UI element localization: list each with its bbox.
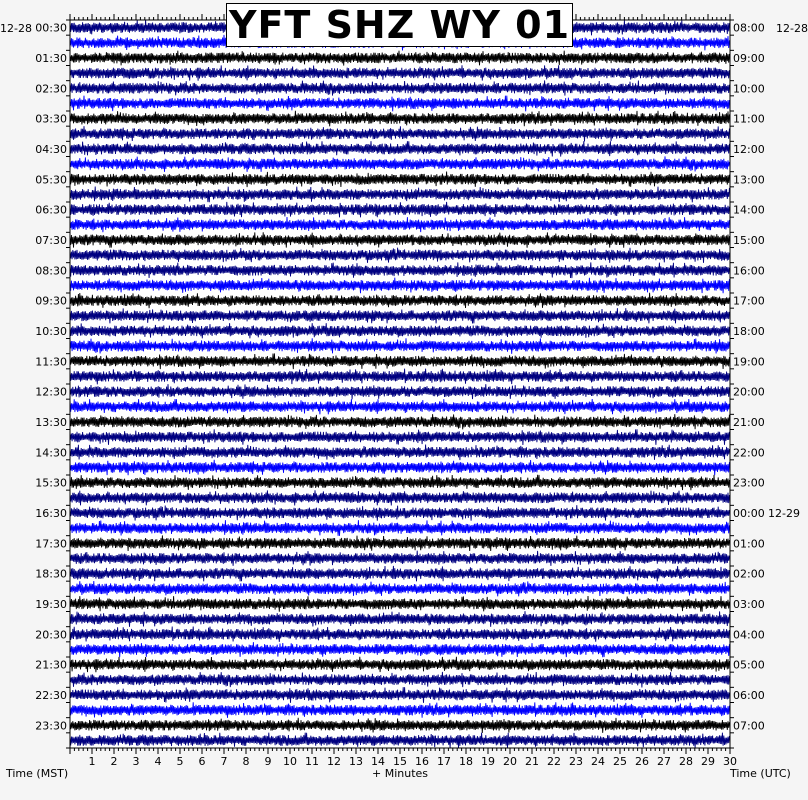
left-time-label: 13:30 bbox=[35, 415, 67, 429]
left-time-label: 07:30 bbox=[35, 233, 67, 247]
right-time-label: 02:00 bbox=[733, 567, 765, 581]
right-time-label: 16:00 bbox=[733, 264, 765, 278]
right-date-change-label: 12-29 bbox=[768, 506, 800, 520]
x-tick-label: 5 bbox=[176, 755, 184, 768]
x-tick-label: 10 bbox=[283, 755, 297, 768]
x-tick-label: 13 bbox=[349, 755, 363, 768]
left-time-label: 01:30 bbox=[35, 51, 67, 65]
left-time-label: 00:30 bbox=[35, 21, 67, 35]
x-tick-label: 1 bbox=[88, 755, 96, 768]
right-time-label: 03:00 bbox=[733, 597, 765, 611]
x-tick-label: 21 bbox=[525, 755, 539, 768]
x-tick-label: 17 bbox=[437, 755, 451, 768]
right-time-label: 11:00 bbox=[733, 112, 765, 126]
x-tick-label: 15 bbox=[393, 755, 407, 768]
x-tick-label: 2 bbox=[110, 755, 118, 768]
x-tick-label: 27 bbox=[657, 755, 671, 768]
x-tick-label: 29 bbox=[701, 755, 715, 768]
left-time-label: 11:30 bbox=[35, 355, 67, 369]
right-time-label: 21:00 bbox=[733, 415, 765, 429]
x-tick-label: 22 bbox=[547, 755, 561, 768]
x-tick-label: 28 bbox=[679, 755, 693, 768]
left-time-label: 06:30 bbox=[35, 203, 67, 217]
left-time-label: 21:30 bbox=[35, 658, 67, 672]
chart-title: YFT SHZ WY 01 bbox=[226, 3, 573, 47]
left-time-label: 15:30 bbox=[35, 476, 67, 490]
right-time-label: 05:00 bbox=[733, 658, 765, 672]
right-time-label: 20:00 bbox=[733, 385, 765, 399]
left-time-label: 09:30 bbox=[35, 294, 67, 308]
x-tick-label: 26 bbox=[635, 755, 649, 768]
left-time-label: 18:30 bbox=[35, 567, 67, 581]
left-time-label: 19:30 bbox=[35, 597, 67, 611]
right-time-label: 09:00 bbox=[733, 51, 765, 65]
right-time-label: 10:00 bbox=[733, 82, 765, 96]
x-tick-label: 23 bbox=[569, 755, 583, 768]
x-axis-title: + Minutes bbox=[372, 767, 429, 780]
left-date-label: 12-28 bbox=[0, 22, 32, 35]
right-axis-title: Time (UTC) bbox=[730, 767, 791, 780]
left-time-label: 20:30 bbox=[35, 628, 67, 642]
left-time-label: 16:30 bbox=[35, 506, 67, 520]
right-time-label: 08:00 bbox=[733, 21, 765, 35]
x-tick-label: 19 bbox=[481, 755, 495, 768]
right-time-label: 07:00 bbox=[733, 719, 765, 733]
right-time-label: 12:00 bbox=[733, 142, 765, 156]
right-time-label: 17:00 bbox=[733, 294, 765, 308]
right-time-label: 06:00 bbox=[733, 688, 765, 702]
x-tick-label: 3 bbox=[132, 755, 140, 768]
x-tick-label: 9 bbox=[264, 755, 272, 768]
x-tick-label: 8 bbox=[242, 755, 250, 768]
x-tick-label: 30 bbox=[723, 755, 737, 768]
left-time-label: 02:30 bbox=[35, 82, 67, 96]
right-time-label: 00:00 bbox=[733, 506, 765, 520]
x-tick-label: 20 bbox=[503, 755, 517, 768]
left-time-label: 22:30 bbox=[35, 688, 67, 702]
left-time-label: 05:30 bbox=[35, 173, 67, 187]
left-time-label: 17:30 bbox=[35, 537, 67, 551]
left-time-label: 03:30 bbox=[35, 112, 67, 126]
x-tick-label: 11 bbox=[305, 755, 319, 768]
right-time-label: 15:00 bbox=[733, 233, 765, 247]
right-time-label: 19:00 bbox=[733, 355, 765, 369]
x-tick-label: 7 bbox=[220, 755, 228, 768]
left-time-label: 12:30 bbox=[35, 385, 67, 399]
right-date-label: 12-28 bbox=[776, 22, 808, 35]
right-time-label: 04:00 bbox=[733, 628, 765, 642]
left-axis-title: Time (MST) bbox=[6, 767, 69, 780]
right-time-label: 22:00 bbox=[733, 446, 765, 460]
x-tick-label: 6 bbox=[198, 755, 206, 768]
x-tick-label: 16 bbox=[415, 755, 429, 768]
left-time-label: 10:30 bbox=[35, 324, 67, 338]
x-tick-label: 24 bbox=[591, 755, 605, 768]
right-time-label: 13:00 bbox=[733, 173, 765, 187]
x-tick-label: 4 bbox=[154, 755, 162, 768]
x-tick-label: 25 bbox=[613, 755, 627, 768]
right-time-label: 23:00 bbox=[733, 476, 765, 490]
left-time-label: 14:30 bbox=[35, 446, 67, 460]
x-tick-label: 12 bbox=[327, 755, 341, 768]
left-time-label: 04:30 bbox=[35, 142, 67, 156]
left-time-label: 23:30 bbox=[35, 719, 67, 733]
right-time-label: 01:00 bbox=[733, 537, 765, 551]
right-time-label: 18:00 bbox=[733, 324, 765, 338]
x-tick-label: 18 bbox=[459, 755, 473, 768]
left-time-label: 08:30 bbox=[35, 264, 67, 278]
right-time-label: 14:00 bbox=[733, 203, 765, 217]
x-tick-label: 14 bbox=[371, 755, 385, 768]
